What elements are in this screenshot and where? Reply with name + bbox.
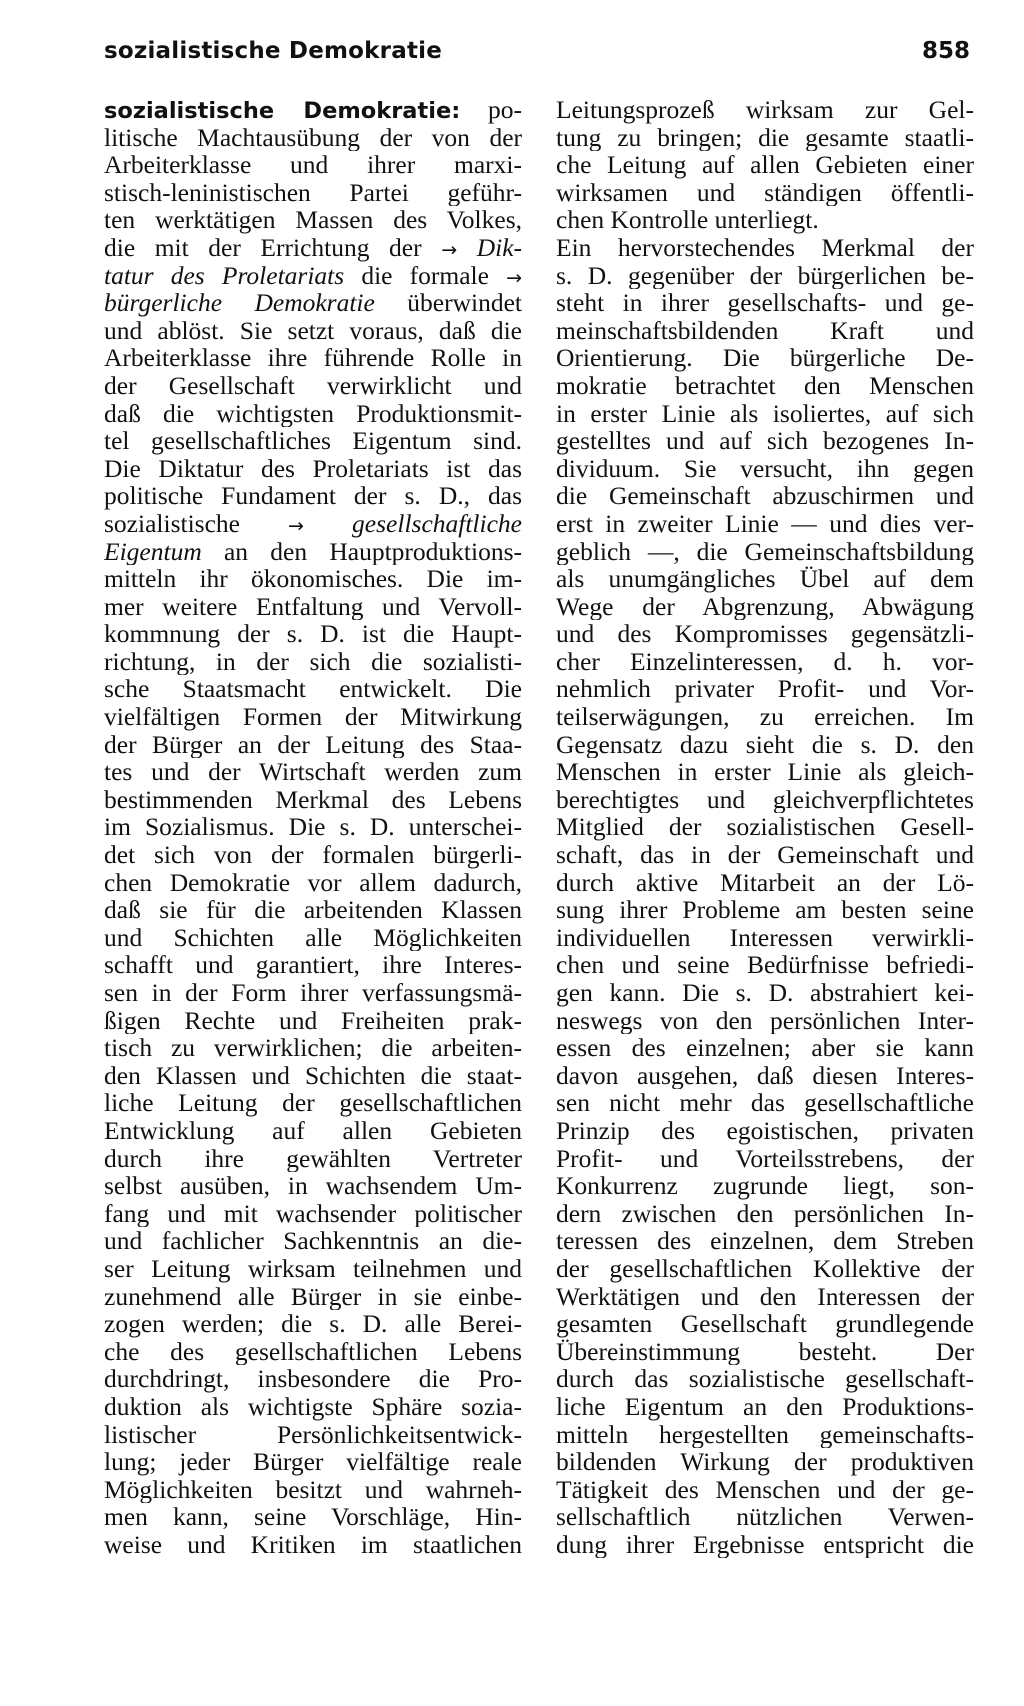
text-line bbox=[556, 896, 974, 924]
text-line bbox=[556, 1421, 974, 1449]
text-run: duktion als wichtigste Sphäre sozia- bbox=[104, 1392, 522, 1421]
text-line bbox=[556, 317, 974, 345]
text-line bbox=[104, 206, 522, 234]
text-line bbox=[556, 1365, 974, 1393]
cross-reference-arrow-icon: → bbox=[506, 266, 522, 289]
text-run: Gegensatz dazu sieht die s. D. den bbox=[556, 730, 974, 759]
text-run: weise und Kritiken im staatlichen bbox=[104, 1530, 522, 1559]
text-run: men kann, seine Vorschläge, Hin- bbox=[104, 1503, 522, 1531]
text-run: po- bbox=[460, 96, 522, 124]
text-run: zogen werden; die s. D. alle Berei- bbox=[104, 1310, 522, 1338]
text-run: sen in der Form ihrer verfassungsmä- bbox=[104, 979, 522, 1007]
text-run: durch ihre gewählten Vertreter bbox=[104, 1144, 522, 1173]
text-line bbox=[556, 1310, 974, 1338]
text-run: chen Demokratie vor allem dadurch, bbox=[104, 868, 522, 897]
text-line bbox=[556, 206, 974, 234]
text-line bbox=[556, 289, 974, 317]
text-line bbox=[104, 731, 522, 759]
text-run: Übereinstimmung besteht. Der bbox=[556, 1337, 974, 1366]
text-run: litische Machtausübung der von der bbox=[104, 123, 522, 152]
text-line bbox=[104, 344, 522, 372]
text-line bbox=[556, 813, 974, 841]
text-line bbox=[556, 951, 974, 979]
text-run: gestelltes und auf sich bezogenes In- bbox=[556, 427, 974, 455]
text-line bbox=[104, 1503, 522, 1531]
cross-reference-term: Eigentum bbox=[104, 537, 202, 566]
text-run: Mitglied der sozialistischen Gesell- bbox=[556, 813, 974, 842]
left-text-column bbox=[104, 96, 522, 1558]
text-line bbox=[104, 1034, 522, 1062]
text-run: überwindet bbox=[374, 289, 522, 317]
text-line bbox=[556, 1338, 974, 1366]
text-line bbox=[104, 1089, 522, 1117]
text-run: den Klassen und Schichten die staat- bbox=[104, 1061, 522, 1090]
text-line bbox=[104, 1200, 522, 1228]
text-line bbox=[104, 1393, 522, 1421]
text-run: meinschaftsbildenden Kraft und bbox=[556, 316, 974, 345]
text-run: der Gesellschaft verwirklicht und bbox=[104, 371, 522, 400]
text-line bbox=[104, 234, 522, 262]
text-run: politische Fundament der s. D., das bbox=[104, 482, 522, 510]
text-run: Menschen in erster Linie als gleich- bbox=[556, 758, 974, 786]
text-run: dividuum. Sie versucht, ihn gegen bbox=[556, 454, 974, 483]
right-text-column bbox=[556, 96, 974, 1558]
text-run: nehmlich privater Profit- und Vor- bbox=[556, 675, 974, 704]
text-line bbox=[104, 400, 522, 428]
text-line bbox=[556, 179, 974, 207]
text-run: che des gesellschaftlichen Lebens bbox=[104, 1337, 522, 1366]
text-run: ten werktätigen Massen des Volkes, bbox=[104, 206, 522, 234]
text-line bbox=[556, 427, 974, 455]
text-run: sche Staatsmacht entwickelt. Die bbox=[104, 675, 522, 704]
text-line bbox=[556, 731, 974, 759]
text-run: che Leitung auf allen Gebieten einer bbox=[556, 151, 974, 179]
text-line bbox=[104, 1310, 522, 1338]
text-run: der gesellschaftlichen Kollektive der bbox=[556, 1254, 974, 1283]
text-run: dern zwischen den persönlichen In- bbox=[556, 1199, 974, 1228]
text-run: fang und mit wachsender politischer bbox=[104, 1199, 522, 1228]
text-run: und fachlicher Sachkenntnis an die- bbox=[104, 1227, 522, 1255]
text-run: liche Eigentum an den Produktions- bbox=[556, 1392, 974, 1421]
text-line bbox=[556, 1476, 974, 1504]
text-run: davon ausgehen, daß diesen Interes- bbox=[556, 1061, 974, 1090]
text-run: mitteln ihr ökonomisches. Die im- bbox=[104, 565, 522, 593]
text-line bbox=[556, 538, 974, 566]
text-run: als unumgängliches Übel auf dem bbox=[556, 565, 974, 593]
text-line bbox=[556, 151, 974, 179]
text-run: det sich von der formalen bürgerli- bbox=[104, 841, 522, 869]
text-line bbox=[556, 758, 974, 786]
text-line bbox=[556, 924, 974, 952]
text-line bbox=[556, 372, 974, 400]
entry-headword: sozialistische Demokratie: bbox=[104, 98, 461, 124]
text-run: bestimmenden Merkmal des Lebens bbox=[104, 785, 522, 814]
text-line bbox=[556, 1117, 974, 1145]
text-line bbox=[556, 593, 974, 621]
text-run: Prinzip des egoistischen, privaten bbox=[556, 1116, 974, 1145]
text-line bbox=[104, 1255, 522, 1283]
text-run: listischer Persönlichkeitsentwick- bbox=[104, 1420, 522, 1449]
text-run: berechtigtes und gleichverpflichtetes bbox=[556, 785, 974, 814]
cross-reference-term: Dik- bbox=[457, 233, 522, 262]
text-line bbox=[104, 317, 522, 345]
text-run: bildenden Wirkung der produktiven bbox=[556, 1448, 974, 1476]
text-line bbox=[104, 151, 522, 179]
text-run: erst in zweiter Linie — und dies ver- bbox=[556, 509, 974, 538]
text-run: geblich —, die Gemeinschaftsbildung bbox=[556, 537, 974, 566]
text-run: sellschaftlich nützlichen Verwen- bbox=[556, 1503, 974, 1531]
text-line bbox=[556, 1062, 974, 1090]
text-line bbox=[556, 96, 974, 124]
text-run: mokratie betrachtet den Menschen bbox=[556, 371, 974, 400]
text-run: ßigen Rechte und Freiheiten prak- bbox=[104, 1006, 522, 1035]
text-run: wirksamen und ständigen öffentli- bbox=[556, 178, 974, 207]
text-run: stisch-leninistischen Partei geführ- bbox=[104, 178, 522, 207]
text-run: dung ihrer Ergebnisse entspricht die bbox=[556, 1530, 974, 1559]
text-line bbox=[104, 179, 522, 207]
text-line bbox=[104, 675, 522, 703]
text-line bbox=[104, 648, 522, 676]
text-line bbox=[556, 1448, 974, 1476]
text-run: durch das sozialistische gesellschaft- bbox=[556, 1365, 974, 1393]
text-line bbox=[104, 813, 522, 841]
text-line bbox=[104, 1007, 522, 1035]
text-run: mer weitere Entfaltung und Vervoll- bbox=[104, 592, 522, 621]
text-run: daß sie für die arbeitenden Klassen bbox=[104, 896, 522, 924]
text-line bbox=[556, 1007, 974, 1035]
text-line bbox=[556, 841, 974, 869]
text-line bbox=[104, 96, 522, 124]
text-line bbox=[104, 124, 522, 152]
text-line bbox=[556, 979, 974, 1007]
text-line bbox=[104, 869, 522, 897]
text-run: daß die wichtigsten Produktionsmit- bbox=[104, 399, 522, 428]
text-run: in erster Linie als isoliertes, auf sich bbox=[556, 399, 974, 428]
text-run: im Sozialismus. Die s. D. unterschei- bbox=[104, 813, 522, 842]
text-run: selbst ausüben, in wachsendem Um- bbox=[104, 1172, 522, 1200]
running-head-title: sozialistische Demokratie bbox=[104, 38, 443, 64]
text-line bbox=[104, 786, 522, 814]
text-line bbox=[556, 620, 974, 648]
text-line bbox=[556, 648, 974, 676]
text-line bbox=[556, 1283, 974, 1311]
text-run: und Schichten alle Möglichkeiten bbox=[104, 923, 522, 952]
text-run: chen Kontrolle unterliegt. bbox=[556, 206, 819, 234]
text-run: die mit der Errichtung der bbox=[104, 233, 442, 262]
text-run: tel gesellschaftliches Eigentum sind. bbox=[104, 427, 522, 455]
text-run: teilserwägungen, zu erreichen. Im bbox=[556, 703, 974, 731]
text-run: durchdringt, insbesondere die Pro- bbox=[104, 1365, 522, 1393]
cross-reference-term: gesellschaftliche bbox=[303, 509, 522, 538]
text-run: richtung, in der sich die sozialisti- bbox=[104, 647, 522, 676]
text-line bbox=[556, 1255, 974, 1283]
text-run: Orientierung. Die bürgerliche De- bbox=[556, 344, 974, 372]
text-run: Möglichkeiten besitzt und wahrneh- bbox=[104, 1475, 522, 1504]
text-line bbox=[104, 951, 522, 979]
cross-reference-term: tatur des Proletariats bbox=[104, 261, 345, 290]
text-line bbox=[104, 510, 522, 538]
text-line bbox=[104, 565, 522, 593]
text-run: die formale bbox=[344, 261, 507, 290]
text-line bbox=[556, 1227, 974, 1255]
text-line bbox=[556, 1503, 974, 1531]
text-run: Ein hervorstechendes Merkmal der bbox=[556, 233, 974, 262]
text-line bbox=[556, 869, 974, 897]
text-run: Arbeiterklasse ihre führende Rolle in bbox=[104, 344, 522, 372]
page-header bbox=[104, 38, 970, 78]
text-run: sung ihrer Probleme am besten seine bbox=[556, 896, 974, 924]
text-run: schaft, das in der Gemeinschaft und bbox=[556, 841, 974, 869]
text-run: liche Leitung der gesellschaftlichen bbox=[104, 1089, 522, 1117]
text-run: und ablöst. Sie setzt voraus, daß die bbox=[104, 316, 522, 345]
text-line bbox=[556, 262, 974, 290]
text-line bbox=[556, 1089, 974, 1117]
text-run: Profit- und Vorteilsstrebens, der bbox=[556, 1144, 974, 1173]
cross-reference-arrow-icon: → bbox=[441, 238, 458, 261]
text-line bbox=[556, 1393, 974, 1421]
text-run: neswegs von den persönlichen Inter- bbox=[556, 1006, 974, 1035]
text-line bbox=[104, 703, 522, 731]
text-line bbox=[556, 1172, 974, 1200]
text-line bbox=[556, 344, 974, 372]
text-line bbox=[104, 1421, 522, 1449]
text-run: ser Leitung wirksam teilnehmen und bbox=[104, 1254, 522, 1283]
text-line bbox=[104, 427, 522, 455]
text-line bbox=[104, 620, 522, 648]
text-line bbox=[556, 1531, 974, 1559]
text-line bbox=[104, 841, 522, 869]
text-line bbox=[556, 482, 974, 510]
text-line bbox=[556, 455, 974, 483]
text-line bbox=[556, 1200, 974, 1228]
text-line bbox=[556, 565, 974, 593]
text-line bbox=[556, 510, 974, 538]
text-line bbox=[104, 1283, 522, 1311]
text-run: tes und der Wirtschaft werden zum bbox=[104, 758, 522, 786]
text-line bbox=[104, 482, 522, 510]
text-line bbox=[104, 896, 522, 924]
text-run: gesamten Gesellschaft grundlegende bbox=[556, 1310, 974, 1338]
text-run: chen und seine Bedürfnisse befriedi- bbox=[556, 951, 974, 979]
text-run: vielfältigen Formen der Mitwirkung bbox=[104, 703, 522, 731]
text-run: sen nicht mehr das gesellschaftliche bbox=[556, 1089, 974, 1117]
text-line bbox=[104, 538, 522, 566]
text-run: Tätigkeit des Menschen und der ge- bbox=[556, 1475, 974, 1504]
text-line bbox=[556, 786, 974, 814]
text-run: der Bürger an der Leitung des Staa- bbox=[104, 730, 522, 759]
text-line bbox=[104, 1227, 522, 1255]
text-line bbox=[104, 1062, 522, 1090]
text-run: tisch zu verwirklichen; die arbeiten- bbox=[104, 1034, 522, 1062]
text-run: Konkurrenz zugrunde liegt, son- bbox=[556, 1172, 974, 1200]
text-line bbox=[104, 455, 522, 483]
text-line bbox=[104, 1476, 522, 1504]
text-run: Werktätigen und den Interessen der bbox=[556, 1282, 974, 1311]
text-run: s. D. gegenüber der bürgerlichen be- bbox=[556, 261, 974, 290]
text-run: an den Hauptproduktions- bbox=[201, 537, 522, 566]
text-line bbox=[104, 1448, 522, 1476]
text-line bbox=[104, 1145, 522, 1173]
text-run: tung zu bringen; die gesamte staatli- bbox=[556, 123, 974, 152]
cross-reference-arrow-icon: → bbox=[288, 514, 304, 537]
text-run: gen kann. Die s. D. abstrahiert kei- bbox=[556, 979, 974, 1007]
text-run: zunehmend alle Bürger in sie einbe- bbox=[104, 1282, 522, 1311]
text-run: die Gemeinschaft abzuschirmen und bbox=[556, 482, 974, 510]
text-run: lung; jeder Bürger vielfältige reale bbox=[104, 1448, 522, 1476]
text-line bbox=[104, 593, 522, 621]
text-line bbox=[104, 372, 522, 400]
text-run: durch aktive Mitarbeit an der Lö- bbox=[556, 868, 974, 897]
text-line bbox=[104, 924, 522, 952]
text-run: sozialistische bbox=[104, 509, 289, 538]
text-line bbox=[104, 289, 522, 317]
text-run: kommnung der s. D. ist die Haupt- bbox=[104, 620, 522, 648]
text-line bbox=[104, 1531, 522, 1559]
text-run: Die Diktatur des Proletariats ist das bbox=[104, 454, 522, 483]
text-line bbox=[556, 1034, 974, 1062]
text-line bbox=[104, 1338, 522, 1366]
text-line bbox=[556, 234, 974, 262]
text-run: Arbeiterklasse und ihrer marxi- bbox=[104, 151, 522, 179]
text-line bbox=[104, 262, 522, 290]
text-line bbox=[104, 758, 522, 786]
text-line bbox=[104, 1172, 522, 1200]
page-number: 858 bbox=[921, 38, 970, 64]
cross-reference-term: bürgerliche Demokratie bbox=[104, 289, 375, 317]
text-line bbox=[556, 675, 974, 703]
text-run: schafft und garantiert, ihre Interes- bbox=[104, 951, 522, 979]
text-run: teressen des einzelnen, dem Streben bbox=[556, 1227, 974, 1255]
text-line bbox=[104, 979, 522, 1007]
text-line bbox=[104, 1365, 522, 1393]
text-run: Wege der Abgrenzung, Abwägung bbox=[556, 592, 974, 621]
text-line bbox=[556, 703, 974, 731]
text-line bbox=[556, 1145, 974, 1173]
text-run: und des Kompromisses gegensätzli- bbox=[556, 620, 974, 648]
text-line bbox=[104, 1117, 522, 1145]
text-line bbox=[556, 124, 974, 152]
text-run: Leitungsprozeß wirksam zur Gel- bbox=[556, 96, 974, 124]
text-run: mitteln hergestellten gemeinschafts- bbox=[556, 1420, 974, 1449]
text-run: Entwicklung auf allen Gebieten bbox=[104, 1116, 522, 1145]
text-run: steht in ihrer gesellschafts- und ge- bbox=[556, 289, 974, 317]
text-run: individuellen Interessen verwirkli- bbox=[556, 923, 974, 952]
text-line bbox=[556, 400, 974, 428]
text-run: essen des einzelnen; aber sie kann bbox=[556, 1034, 974, 1062]
text-run: cher Einzelinteressen, d. h. vor- bbox=[556, 647, 974, 676]
